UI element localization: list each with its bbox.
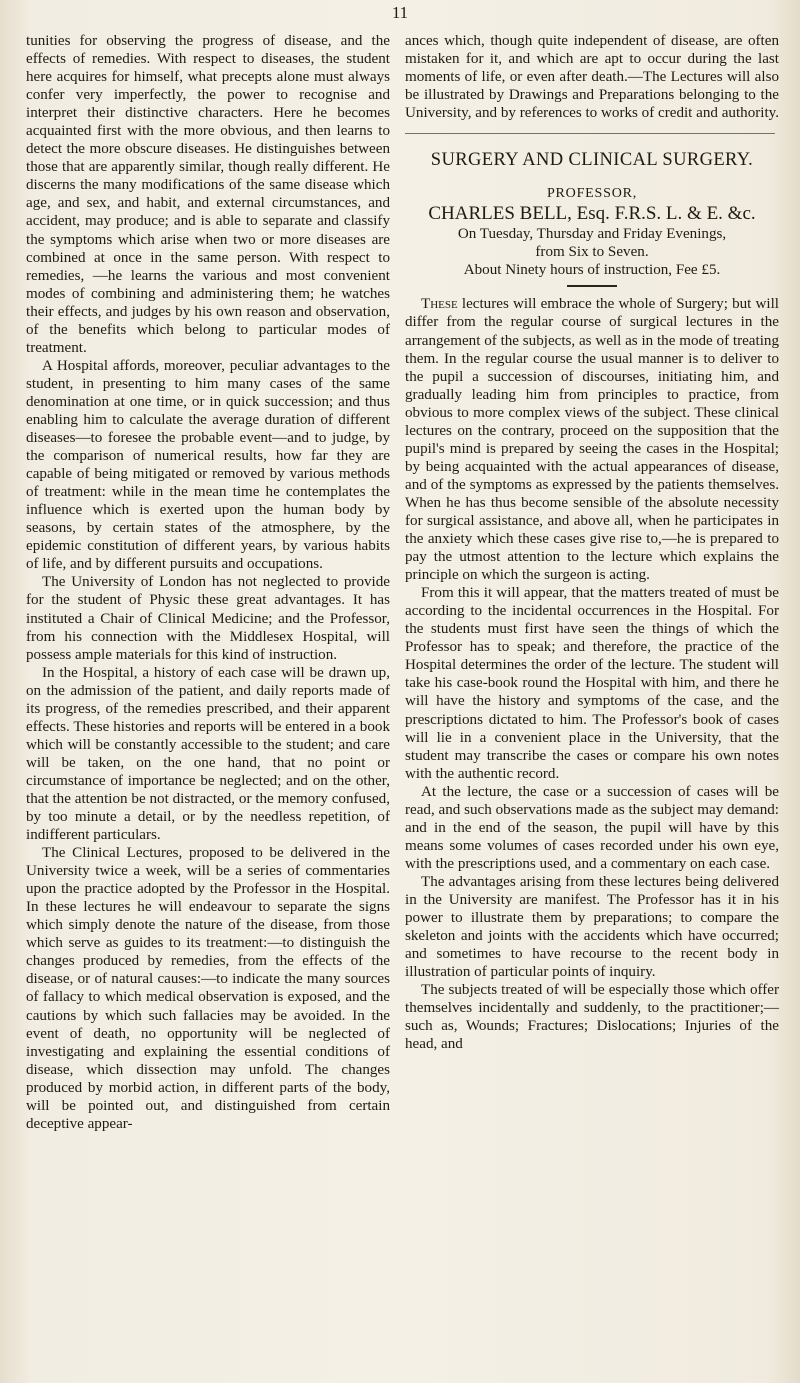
fee-line: About Ninety hours of instruction, Fee £5. — [463, 262, 721, 279]
professor-label: PROFESSOR, — [546, 186, 638, 202]
professor-name: CHARLES BELL, Esq. F.R.S. L. & E. &c. — [428, 203, 756, 225]
page-number: 11 — [391, 3, 409, 22]
drop-word: These — [421, 296, 458, 313]
paragraph: A Hospital affords, moreover, peculiar advantages to the student, in presenting to him many cases of the same denomination at one time, or in quick succession; and thus enabling him to calculate the average duration of different diseases—to foresee the probable event—and to judge, by the comparison of numerical results, how far they are capable of being mitigated or removed by various methods of treatment: while in the mean time he contemplates the influence which is exerted upon the human body by seasons, by certain states of the atmosphere, by the epidemic constitution of different years, by various habits of life, and by different pursuits and occupations. — [26, 357, 390, 573]
paragraph: The subjects treated of will be especially those which offer themselves incidentally and suddenly, to the practitioner;—such as, Wounds; Fractures; Dislocations; Injuries of the head, and — [405, 982, 779, 1053]
schedule-line: from Six to Seven. — [535, 244, 649, 261]
schedule-line: On Tuesday, Thursday and Friday Evenings, — [457, 226, 727, 243]
paragraph: ances which, though quite independent of disease, are often mistaken for it, and which are apt to occur during the last moments of life, or even after death.—The Lectures will also be illustrated by Drawings and Preparations belonging to the University, and by references to works of credit and authority. — [405, 33, 780, 122]
paragraph: The Clinical Lectures, proposed to be delivered in the University twice a week, will be a series of commentaries upon the practice adopted by the Professor in the Hospital. In these lectures he will endeavour to separate the signs which simply denote the nature of the disease, from those which serve as guides to its treatment:—to distinguish the changes produced by remedies, from the effects of the disease, or of natural causes:—to indicate the many sources of fallacy to which medical observation is exposed, and the cautions by which such fallacies may be avoided. In the event of death, no opportunity will be neglected of investigating and explaining the essential conditions of disease, which dissection may unfold. The changes produced by morbid action, in different parts of the body, will be pointed out, and distinguished from certain deceptive appear- — [26, 845, 390, 1132]
section-heading: SURGERY AND CLINICAL SURGERY. — [430, 150, 754, 171]
short-divider — [567, 285, 617, 287]
paragraph: tunities for observing the progress of disease, and the effects of remedies. With respect to diseases, the student here acquires for himself, what precepts alone must always confer very imperfectly, the power to recognise and interpret their distinctive characters. Here he becomes acquainted first with the more obvious, and then learns to detect the more obscure diseases. He distinguishes between those that are apparently similar, though really different. He discerns the many modifications of the same disease which age, and sex, and habit, and external circumstances, and accident, may produce; and is able to separate and classify the symptoms which arise when two or more diseases are combined at once in the same person. With respect to remedies, —he learns the various and most convenient modes of combining and administering them; he watches their effects, and judges by his own reason and observation, of the benefits which belong to particular modes of treatment. — [26, 33, 390, 356]
paragraph: At the lecture, the case or a succession of cases will be read, and such observations made as the subject may demand: and in the end of the season, the pupil will have by this means some volumes of cases recorded under his own eye, with the prescriptions used, and a commentary on each case. — [405, 783, 779, 872]
section-divider — [405, 133, 775, 134]
paragraph — [405, 295, 779, 584]
right-column — [405, 32, 779, 1053]
paragraph: In the Hospital, a history of each case will be drawn up, on the admission of the patient, and daily reports made of its progress, of the remedies prescribed, and their apparent effects. These histories and reports will be entered in a book which will be constantly accessible to the student; and care will be taken, on the one hand, that no point or circumstance of importance be neglected; and on the other, that the attention be not distracted, or the memory confused, by too minute a detail, or by the needless repetition, of indifferent particulars. — [26, 664, 390, 844]
paragraph: The University of London has not neglected to provide for the student of Physic these great advantages. It has instituted a Chair of Clinical Medicine; and the Professor, from his connection with the Middlesex Hospital, will possess ample materials for this kind of instruction. — [26, 574, 390, 663]
paragraph: The advantages arising from these lectures being delivered in the University are manifest. The Professor has it in his power to illustrate them by preparations; to compare the skeleton and joints with the accidents which have occurred; and sometimes to have recourse to the recent body in illustration of particular points of inquiry. — [405, 873, 779, 981]
paragraph: From this it will appear, that the matters treated of must be according to the incidental occurrences in the Hospital. For the students must first have seen the things of which the Professor has to speak; and therefore, the practice of the Hospital determines the order of the lecture. The student will take his case-book round the Hospital with him, and there he will have the history and symptoms of the case, and the prescriptions dictated to him. The Professor's book of cases will lie in a convenient place in the University, that the student may transcribe the cases or compare his own notes with the authentic record. — [405, 585, 779, 782]
left-column — [26, 32, 390, 1133]
paragraph-text: lectures will embrace the whole of Surgery; but will differ from the regular course of surgical lectures in the arrangement of the subjects, as well as in the mode of treating them. In the regular course the usual manner is to deliver to the pupil a succession of discourses, initiating him, and gradually leading him from principles to practice, from obvious to more complex views of the subject. These clinical lectures on the contrary, proceed on the supposition that the pupil's mind is prepared by seeing the cases in the Hospital; by being acquainted with the actual appearances of disease, and of the symptoms as expressed by the patients themselves. When he has thus become sensible of the absolute necessity for surgical assistance, and above all, when he participates in the anxiety which these cases give rise to,—he is prepared to pay the utmost attention to the lecture which explains the principle on which the surgeon is acting. — [405, 296, 779, 584]
